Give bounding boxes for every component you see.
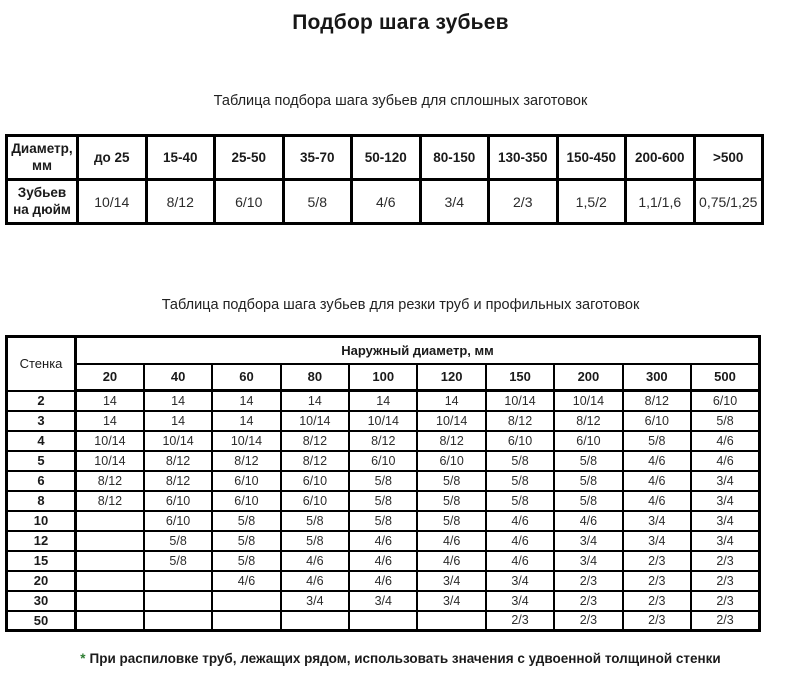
pipe-table-row	[7, 451, 760, 471]
pipe-table-value-cell: 5/8	[554, 451, 622, 471]
pipe-table-value-cell: 10/14	[76, 431, 144, 451]
pipe-table-value-cell: 6/10	[623, 411, 691, 431]
pipe-table-value-cell: 8/12	[486, 411, 554, 431]
solid-table-values-row	[7, 180, 763, 224]
pipe-table-value-cell: 6/10	[417, 451, 485, 471]
pipe-table-value-cell: 6/10	[212, 471, 280, 491]
pipe-table-value-cell: 4/6	[349, 531, 417, 551]
pipe-table-value-cell	[417, 611, 485, 631]
pipe-table-value-cell: 4/6	[281, 571, 349, 591]
solid-table-value-cell: 2/3	[489, 180, 558, 224]
pipe-table-row	[7, 431, 760, 451]
pipe-table-columns-row	[7, 364, 760, 391]
pipe-table-row-label: 50	[7, 611, 76, 631]
pipe-table-row	[7, 491, 760, 511]
footnote-asterisk: *	[80, 651, 86, 666]
pipe-table-value-cell: 4/6	[623, 471, 691, 491]
pipe-table-value-cell: 4/6	[417, 551, 485, 571]
pipe-table-value-cell: 2/3	[623, 591, 691, 611]
footnote-text: При распиловке труб, лежащих рядом, использовать значения с удвоенной толщиной стенки	[89, 651, 721, 666]
solid-table-value-cell: 1,5/2	[557, 180, 626, 224]
pipe-table-value-cell	[76, 611, 144, 631]
pipe-table-column-header: 150	[486, 364, 554, 391]
solid-table-value-cell: 3/4	[420, 180, 489, 224]
pipe-table-value-cell: 4/6	[486, 511, 554, 531]
pipe-table-value-cell: 5/8	[349, 491, 417, 511]
pipe-table-value-cell: 4/6	[212, 571, 280, 591]
solid-table-column-header: 50-120	[352, 136, 421, 180]
pipe-table-row-label: 4	[7, 431, 76, 451]
solid-table-column-header: 80-150	[420, 136, 489, 180]
pipe-table-value-cell	[76, 531, 144, 551]
pipe-table-column-header: 100	[349, 364, 417, 391]
pipe-table-value-cell: 5/8	[623, 431, 691, 451]
pipe-table-value-cell: 3/4	[623, 511, 691, 531]
pipe-table-row-label: 8	[7, 491, 76, 511]
pipe-table-value-cell: 8/12	[76, 471, 144, 491]
pipe-table-row-label: 3	[7, 411, 76, 431]
pipe-table-row	[7, 391, 760, 411]
pipe-table-value-cell	[76, 551, 144, 571]
solid-table-column-header: 25-50	[215, 136, 284, 180]
pipe-table-value-cell: 5/8	[417, 471, 485, 491]
pipe-table-value-cell: 3/4	[554, 531, 622, 551]
pipe-table-value-cell: 8/12	[212, 451, 280, 471]
pipe-table-value-cell	[212, 611, 280, 631]
pipe-table-row	[7, 471, 760, 491]
pipe-table-row-label: 2	[7, 391, 76, 411]
pipe-table-value-cell: 8/12	[76, 491, 144, 511]
pipe-table-value-cell: 5/8	[144, 531, 212, 551]
pipe-table-column-header: 20	[76, 364, 144, 391]
solid-table-caption: Таблица подбора шага зубьев для сплошных заготовок	[213, 93, 588, 109]
pipe-table-value-cell: 2/3	[691, 571, 759, 591]
pipe-table-column-header: 300	[623, 364, 691, 391]
pipe-table-value-cell: 14	[281, 391, 349, 411]
solid-table-value-cell: 0,75/1,25	[694, 180, 763, 224]
solid-table-column-header: 150-450	[557, 136, 626, 180]
pipe-table-value-cell: 5/8	[486, 491, 554, 511]
pipe-table-value-cell: 8/12	[417, 431, 485, 451]
pipe-table-value-cell	[349, 611, 417, 631]
pipe-table-row-label: 15	[7, 551, 76, 571]
pipe-table-value-cell: 6/10	[144, 511, 212, 531]
pipe-table-value-cell: 10/14	[417, 411, 485, 431]
pipe-table-value-cell: 3/4	[417, 571, 485, 591]
pipe-table-value-cell: 2/3	[623, 551, 691, 571]
pipe-table-value-cell: 5/8	[486, 471, 554, 491]
solid-table-column-header: 35-70	[283, 136, 352, 180]
pipe-table-value-cell: 3/4	[349, 591, 417, 611]
pipe-table-value-cell: 4/6	[281, 551, 349, 571]
pipe-table-row-label: 20	[7, 571, 76, 591]
pipe-profile-table	[5, 335, 761, 632]
pipe-table-value-cell	[76, 571, 144, 591]
pipe-table-value-cell: 6/10	[281, 491, 349, 511]
pipe-table-value-cell: 5/8	[417, 511, 485, 531]
pipe-table-row	[7, 411, 760, 431]
pipe-table-value-cell	[76, 591, 144, 611]
pipe-table-value-cell: 2/3	[691, 551, 759, 571]
solid-table-value-cell: 6/10	[215, 180, 284, 224]
pipe-table-value-cell: 4/6	[486, 531, 554, 551]
pipe-table-value-cell: 8/12	[144, 471, 212, 491]
pipe-table-group-header: Наружный диаметр, мм	[76, 337, 760, 364]
pipe-table-value-cell: 5/8	[349, 471, 417, 491]
pipe-table-value-cell: 10/14	[212, 431, 280, 451]
pipe-table-value-cell: 6/10	[212, 491, 280, 511]
pipe-table-row	[7, 611, 760, 631]
pipe-table-value-cell: 14	[76, 391, 144, 411]
pipe-table-value-cell: 5/8	[281, 531, 349, 551]
pipe-table-value-cell: 8/12	[349, 431, 417, 451]
pipe-table-value-cell: 3/4	[554, 551, 622, 571]
pipe-table-value-cell: 14	[212, 411, 280, 431]
pipe-table-value-cell: 4/6	[417, 531, 485, 551]
pipe-table-value-cell: 2/3	[554, 591, 622, 611]
pipe-table-value-cell: 3/4	[417, 591, 485, 611]
pipe-table-value-cell: 3/4	[691, 531, 759, 551]
pipe-table-value-cell: 2/3	[623, 611, 691, 631]
solid-table-row-header-tpi: Зубьев на дюйм	[7, 180, 78, 224]
pipe-table-value-cell: 3/4	[623, 531, 691, 551]
pipe-table-value-cell: 2/3	[691, 591, 759, 611]
pipe-table-value-cell: 6/10	[144, 491, 212, 511]
pipe-table-row	[7, 511, 760, 531]
pipe-table-row	[7, 531, 760, 551]
pipe-table-caption: Таблица подбора шага зубьев для резки труб и профильных заготовок	[161, 297, 640, 313]
page-title: Подбор шага зубьев	[292, 11, 509, 34]
pipe-table-value-cell: 2/3	[554, 571, 622, 591]
pipe-table-value-cell: 10/14	[144, 431, 212, 451]
solid-table-value-cell: 8/12	[146, 180, 215, 224]
pipe-table-value-cell: 10/14	[281, 411, 349, 431]
solid-table-header-row	[7, 136, 763, 180]
pipe-table-value-cell: 2/3	[691, 611, 759, 631]
solid-table-row-header-diameter: Диаметр, мм	[7, 136, 78, 180]
pipe-table-value-cell: 6/10	[349, 451, 417, 471]
pipe-table-value-cell: 4/6	[691, 431, 759, 451]
pipe-table-value-cell: 4/6	[691, 451, 759, 471]
pipe-table-row-label: 30	[7, 591, 76, 611]
pipe-table-value-cell: 5/8	[554, 491, 622, 511]
pipe-table-value-cell	[144, 571, 212, 591]
pipe-table-value-cell: 2/3	[486, 611, 554, 631]
pipe-table-value-cell: 3/4	[281, 591, 349, 611]
pipe-table-value-cell: 14	[417, 391, 485, 411]
pipe-table-value-cell: 10/14	[486, 391, 554, 411]
solid-table-column-header: 130-350	[489, 136, 558, 180]
pipe-table-value-cell: 5/8	[349, 511, 417, 531]
pipe-table-value-cell: 3/4	[486, 591, 554, 611]
solid-table-value-cell: 1,1/1,6	[626, 180, 695, 224]
pipe-table-value-cell: 5/8	[212, 511, 280, 531]
pipe-table-value-cell: 2/3	[623, 571, 691, 591]
solid-table-column-header: 200-600	[626, 136, 695, 180]
pipe-table-column-header: 120	[417, 364, 485, 391]
pipe-table-value-cell: 14	[349, 391, 417, 411]
pipe-table-value-cell: 6/10	[281, 471, 349, 491]
pipe-table-row-label: 10	[7, 511, 76, 531]
footnote	[0, 651, 801, 666]
pipe-table-value-cell: 8/12	[281, 451, 349, 471]
solid-table-column-header: >500	[694, 136, 763, 180]
pipe-table-column-header: 40	[144, 364, 212, 391]
pipe-table-value-cell: 14	[144, 391, 212, 411]
pipe-table-value-cell: 8/12	[554, 411, 622, 431]
pipe-table-value-cell: 3/4	[691, 511, 759, 531]
pipe-table-value-cell	[144, 591, 212, 611]
pipe-table-row	[7, 551, 760, 571]
pipe-table-value-cell: 4/6	[486, 551, 554, 571]
pipe-table-value-cell: 10/14	[554, 391, 622, 411]
pipe-table-value-cell	[281, 611, 349, 631]
pipe-table-row-label: 5	[7, 451, 76, 471]
pipe-table-value-cell: 6/10	[554, 431, 622, 451]
pipe-table-value-cell: 10/14	[349, 411, 417, 431]
solid-table-column-header: до 25	[78, 136, 147, 180]
solid-table-value-cell: 4/6	[352, 180, 421, 224]
pipe-table-value-cell: 4/6	[623, 491, 691, 511]
pipe-table-value-cell: 5/8	[691, 411, 759, 431]
pipe-table-value-cell: 10/14	[76, 451, 144, 471]
pipe-table-value-cell: 5/8	[281, 511, 349, 531]
pipe-table-value-cell: 5/8	[554, 471, 622, 491]
pipe-table-value-cell: 4/6	[623, 451, 691, 471]
pipe-table-group-header-row	[7, 337, 760, 364]
pipe-table-value-cell: 5/8	[417, 491, 485, 511]
pipe-table-value-cell: 5/8	[486, 451, 554, 471]
solid-stock-table	[5, 134, 764, 225]
solid-table-value-cell: 5/8	[283, 180, 352, 224]
pipe-table-column-header: 200	[554, 364, 622, 391]
pipe-table-value-cell: 6/10	[691, 391, 759, 411]
pipe-table-value-cell: 3/4	[691, 491, 759, 511]
pipe-table-row	[7, 571, 760, 591]
pipe-table-column-header: 500	[691, 364, 759, 391]
pipe-table-value-cell	[212, 591, 280, 611]
pipe-table-value-cell: 4/6	[349, 571, 417, 591]
pipe-table-column-header: 80	[281, 364, 349, 391]
pipe-table-value-cell: 4/6	[349, 551, 417, 571]
pipe-table-value-cell: 14	[76, 411, 144, 431]
pipe-table-corner-header: Стенка	[7, 337, 76, 391]
pipe-table-row	[7, 591, 760, 611]
pipe-table-value-cell: 2/3	[554, 611, 622, 631]
pipe-table-row-label: 12	[7, 531, 76, 551]
pipe-table-value-cell: 5/8	[212, 531, 280, 551]
pipe-table-value-cell: 3/4	[691, 471, 759, 491]
pipe-table-value-cell: 4/6	[554, 511, 622, 531]
pipe-table-value-cell: 3/4	[486, 571, 554, 591]
pipe-table-value-cell	[76, 511, 144, 531]
pipe-table-value-cell: 6/10	[486, 431, 554, 451]
pipe-table-value-cell: 14	[144, 411, 212, 431]
pipe-table-value-cell: 5/8	[144, 551, 212, 571]
pipe-table-column-header: 60	[212, 364, 280, 391]
pipe-table-value-cell	[144, 611, 212, 631]
pipe-table-row-label: 6	[7, 471, 76, 491]
pipe-table-value-cell: 8/12	[281, 431, 349, 451]
solid-table-value-cell: 10/14	[78, 180, 147, 224]
pipe-table-value-cell: 8/12	[144, 451, 212, 471]
pipe-table-value-cell: 14	[212, 391, 280, 411]
pipe-table-value-cell: 8/12	[623, 391, 691, 411]
pipe-table-value-cell: 5/8	[212, 551, 280, 571]
solid-table-column-header: 15-40	[146, 136, 215, 180]
